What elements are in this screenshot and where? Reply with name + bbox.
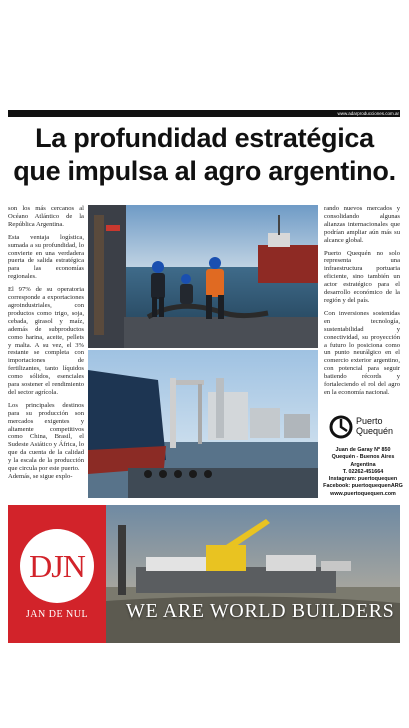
headline-line-1: La profundidad estratégica: [35, 123, 374, 153]
paragraph: Puerto Quequén no solo representa una infraestructura portuaria eficiente, sino también un actor estratégico para el desarrollo económico de la región y del país.: [324, 249, 400, 304]
contact-facebook: Facebook: puertoquequenARG: [323, 483, 403, 490]
article-column-left: [8, 205, 84, 486]
paragraph: Esta ventaja logística, sumada a su profundidad, lo convierte en una verdadera puerta de salida estratégica para las economías regionales.: [8, 233, 84, 281]
contact-web: www.puertoquequen.com: [330, 490, 396, 497]
contact-instagram: Instagram: puertoquequen: [328, 476, 398, 483]
paragraph: Con inversiones sostenidas en tecnología, sustentabilidad y conectividad, su proyección a futuro lo posiciona como un punto neurálgico en el comercio exterior argentino, con potencial para seguir batiendo récords y fortaleciendo el rol del agro en la economía nacional.: [324, 309, 400, 396]
paragraph: son los más cercanos al Océano Atlántico de la República Argentina.: [8, 205, 84, 228]
paragraph: rando nuevos mercados y consolidando algunas alianzas internacionales que podrían ampliar aún más su alcance global.: [324, 205, 400, 244]
paragraph: Además, se sigue explo-: [8, 473, 73, 480]
ad-brand-panel: [8, 505, 106, 643]
headline: [6, 122, 403, 188]
contact-phone: T. 02262-451664: [342, 468, 384, 475]
port-name-line-1: Puerto: [356, 416, 383, 426]
photo-port-workers: [88, 205, 318, 348]
contact-info: [322, 447, 404, 498]
ad-brand-name: JAN DE NUL: [25, 609, 89, 620]
paragraph: El 97% de su operatoria corresponde a exportaciones agroindustriales, con productos como trigo, soja, cebada, girasol y maíz, además de subproductos como harina, aceite, pellets y malta. A su vez, el 3% restante se completa con importaciones de fertilizantes, tanto líquidos como sólidos, esenciales para sostener el rendimiento del sector agrícola.: [8, 286, 84, 396]
contact-city: Quequén - Buenos Aires: [331, 454, 395, 461]
port-name-line-2: Quequén: [356, 426, 394, 436]
contact-address: Juan de Garay Nº 850: [335, 447, 391, 453]
paragraph: Los principales destinos para su producción son mercados exigentes y altamente competitivos como China, Brasil, el Sudeste Asiático y África, lo que da cuenta de la calidad y la escala de la producción que circula por este puerto.: [8, 401, 84, 473]
photo-ship-loading: [88, 350, 318, 498]
djn-logo-text: DJN: [29, 548, 85, 584]
contact-country: Argentina: [350, 461, 376, 468]
jan-de-nul-advertisement: [8, 505, 400, 643]
ad-slogan: WE ARE WORLD BUILDERS: [126, 600, 395, 622]
article-column-right: [324, 205, 400, 402]
headline-line-2: que impulsa al agro argentino.: [13, 156, 396, 186]
ad-dredger-photo: [106, 505, 400, 643]
header-url: www.adarproducciones.com.ar: [337, 111, 399, 116]
puerto-quequen-name: [356, 416, 393, 436]
